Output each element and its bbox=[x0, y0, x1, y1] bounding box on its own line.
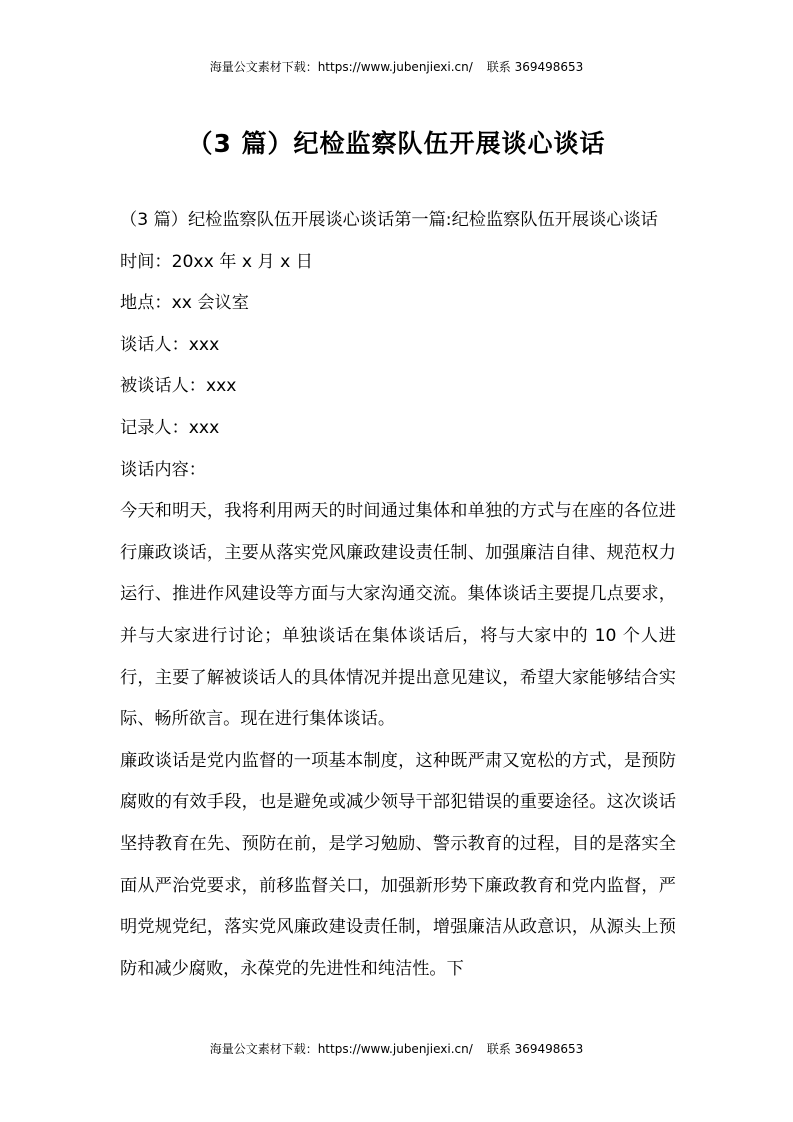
footer-contact: 联系 369498653 bbox=[486, 1042, 584, 1056]
paragraph-speaker: 谈话人：xxx bbox=[120, 334, 220, 355]
footer-site-label: 海量公文素材下载：https://www.jubenjiexi.cn/ bbox=[209, 1042, 473, 1056]
paragraph-time: 时间：20xx 年 x 月 x 日 bbox=[120, 251, 313, 272]
document-title: （3 篇）纪检监察队伍开展谈心谈话 bbox=[187, 129, 606, 158]
paragraph-subtitle: （3 篇）纪检监察队伍开展谈心谈话第一篇:纪检监察队伍开展谈心谈话 bbox=[120, 210, 658, 230]
document-body bbox=[120, 200, 676, 990]
paragraph-body-1: 今天和明天，我将利用两天的时间通过集体和单独的方式与在座的各位进行廉政谈话，主要从落实党风廉政建设责任制、加强廉洁自律、规范权力运行、推进作风建设等方面与大家沟通交流。集体谈话主要提几点要求，并与大家进行讨论；单独谈话在集体谈话后，将与大家中的 10 个人进行，主要了解被谈话人的具体情况并提出意见建议，希望大家能够结合实际、畅所欲言。现在进行集体谈话。 bbox=[120, 501, 676, 730]
paragraph-recorder: 记录人：xxx bbox=[120, 417, 220, 438]
header-contact: 联系 369498653 bbox=[486, 60, 584, 74]
header-site-label: 海量公文素材下载：https://www.jubenjiexi.cn/ bbox=[209, 60, 473, 74]
paragraph-location: 地点：xx 会议室 bbox=[120, 293, 249, 314]
page-header bbox=[0, 58, 793, 75]
page-footer bbox=[0, 1040, 793, 1057]
paragraph-interviewee: 被谈话人：xxx bbox=[120, 376, 237, 397]
paragraph-content-label: 谈话内容： bbox=[120, 459, 206, 480]
paragraph-body-2: 廉政谈话是党内监督的一项基本制度，这种既严肃又宽松的方式，是预防腐败的有效手段，也是避免或减少领导干部犯错误的重要途径。这次谈话坚持教育在先、预防在前，是学习勉励、警示教育的过程，目的是落实全面从严治党要求，前移监督关口，加强新形势下廉政教育和党内监督，严明党规党纪，落实党风廉政建设责任制，增强廉洁从政意识，从源头上预防和减少腐败，永葆党的先进性和纯洁性。下 bbox=[120, 750, 676, 979]
